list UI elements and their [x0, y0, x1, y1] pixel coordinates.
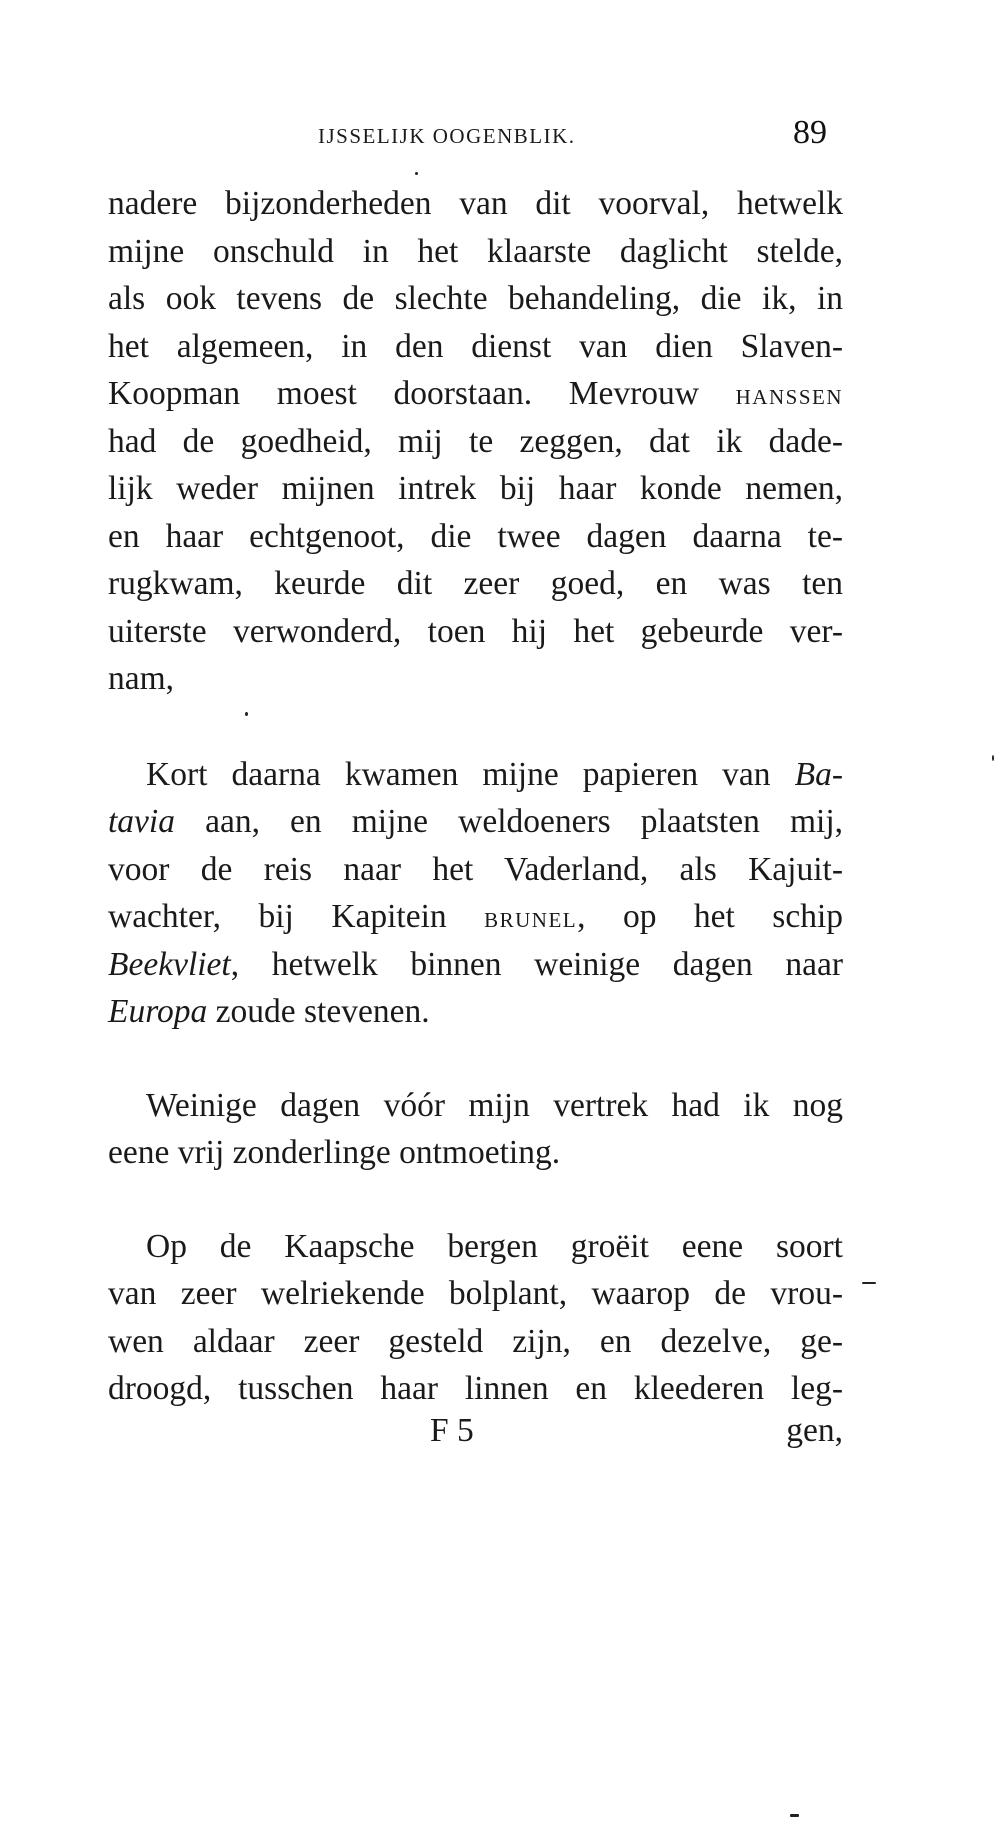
text-line: eene vrij zonderlinge ontmoeting. — [108, 1134, 561, 1171]
text-line: nadere bijzonderheden van dit voorval, hetwelk — [108, 185, 843, 222]
text-line: Beekvliet, hetwelk binnen weinige dagen naar — [108, 945, 843, 983]
scan-speck — [862, 1282, 876, 1284]
running-title: IJSSELIJK OOGENBLIK. — [318, 124, 576, 148]
catchword: gen, — [786, 1412, 843, 1449]
paragraph — [108, 1223, 843, 1413]
running-head — [0, 114, 1000, 158]
italic-place-name: Europa — [108, 993, 208, 1030]
scan-speck — [245, 712, 248, 716]
text-line: Weinige dagen vóór mijn vertrek had ik nog — [146, 1086, 843, 1124]
italic-place-name: tavia — [108, 803, 175, 840]
scan-speck — [992, 755, 994, 761]
text-line: uiterste verwonderd, toen hij het gebeurde ver- — [108, 612, 843, 650]
body-text — [108, 180, 843, 1413]
text-line: van zeer welriekende bolplant, waarop de vrou- — [108, 1275, 843, 1312]
text-line: wen aldaar zeer gesteld zijn, en dezelve, ge- — [108, 1322, 843, 1360]
signature-mark: F 5 — [430, 1412, 474, 1449]
italic-place-name: Ba- — [794, 755, 843, 793]
text-line: had de goedheid, mij te zeggen, dat ik dade- — [108, 422, 843, 460]
text-line: Op de Kaapsche bergen groëit eene soort — [146, 1227, 843, 1265]
paragraph — [108, 751, 843, 1036]
text-line: Koopman moest doorstaan. Mevrouw HANSSEN — [108, 375, 843, 412]
page-footer — [108, 1412, 843, 1462]
text-line: Kort daarna kwamen mijne papieren van Ba- — [146, 755, 843, 793]
text-line: het algemeen, in den dienst van dien Slaven- — [108, 327, 843, 365]
text-line: lijk weder mijnen intrek bij haar konde nemen, — [108, 470, 843, 507]
text-line: en haar echtgenoot, die twee dagen daarna te- — [108, 517, 843, 555]
paragraph — [108, 1082, 843, 1177]
text-line: Europa zoude stevenen. — [108, 993, 430, 1030]
paragraph — [108, 180, 843, 703]
small-caps-name: HANSSEN — [735, 385, 843, 409]
scan-speck — [790, 1814, 799, 1817]
small-caps-name: BRUNEL — [484, 908, 578, 932]
text-line: rugkwam, keurde dit zeer goed, en was ten — [108, 565, 843, 602]
scan-speck — [415, 172, 418, 175]
italic-ship-name: Beekvliet — [108, 945, 231, 983]
text-line: tavia aan, en mijne weldoeners plaatsten mij, — [108, 803, 843, 840]
text-line: wachter, bij Kapitein BRUNEL, op het schip — [108, 898, 843, 935]
text-line: voor de reis naar het Vaderland, als Kajuit- — [108, 850, 843, 888]
text-line: droogd, tusschen haar linnen en kleederen leg- — [108, 1370, 843, 1407]
text-line: mijne onschuld in het klaarste daglicht stelde, — [108, 232, 843, 270]
page-number: 89 — [793, 114, 827, 151]
text-line: als ook tevens de slechte behandeling, die ik, in — [108, 280, 843, 317]
text-line: nam, — [108, 660, 175, 697]
